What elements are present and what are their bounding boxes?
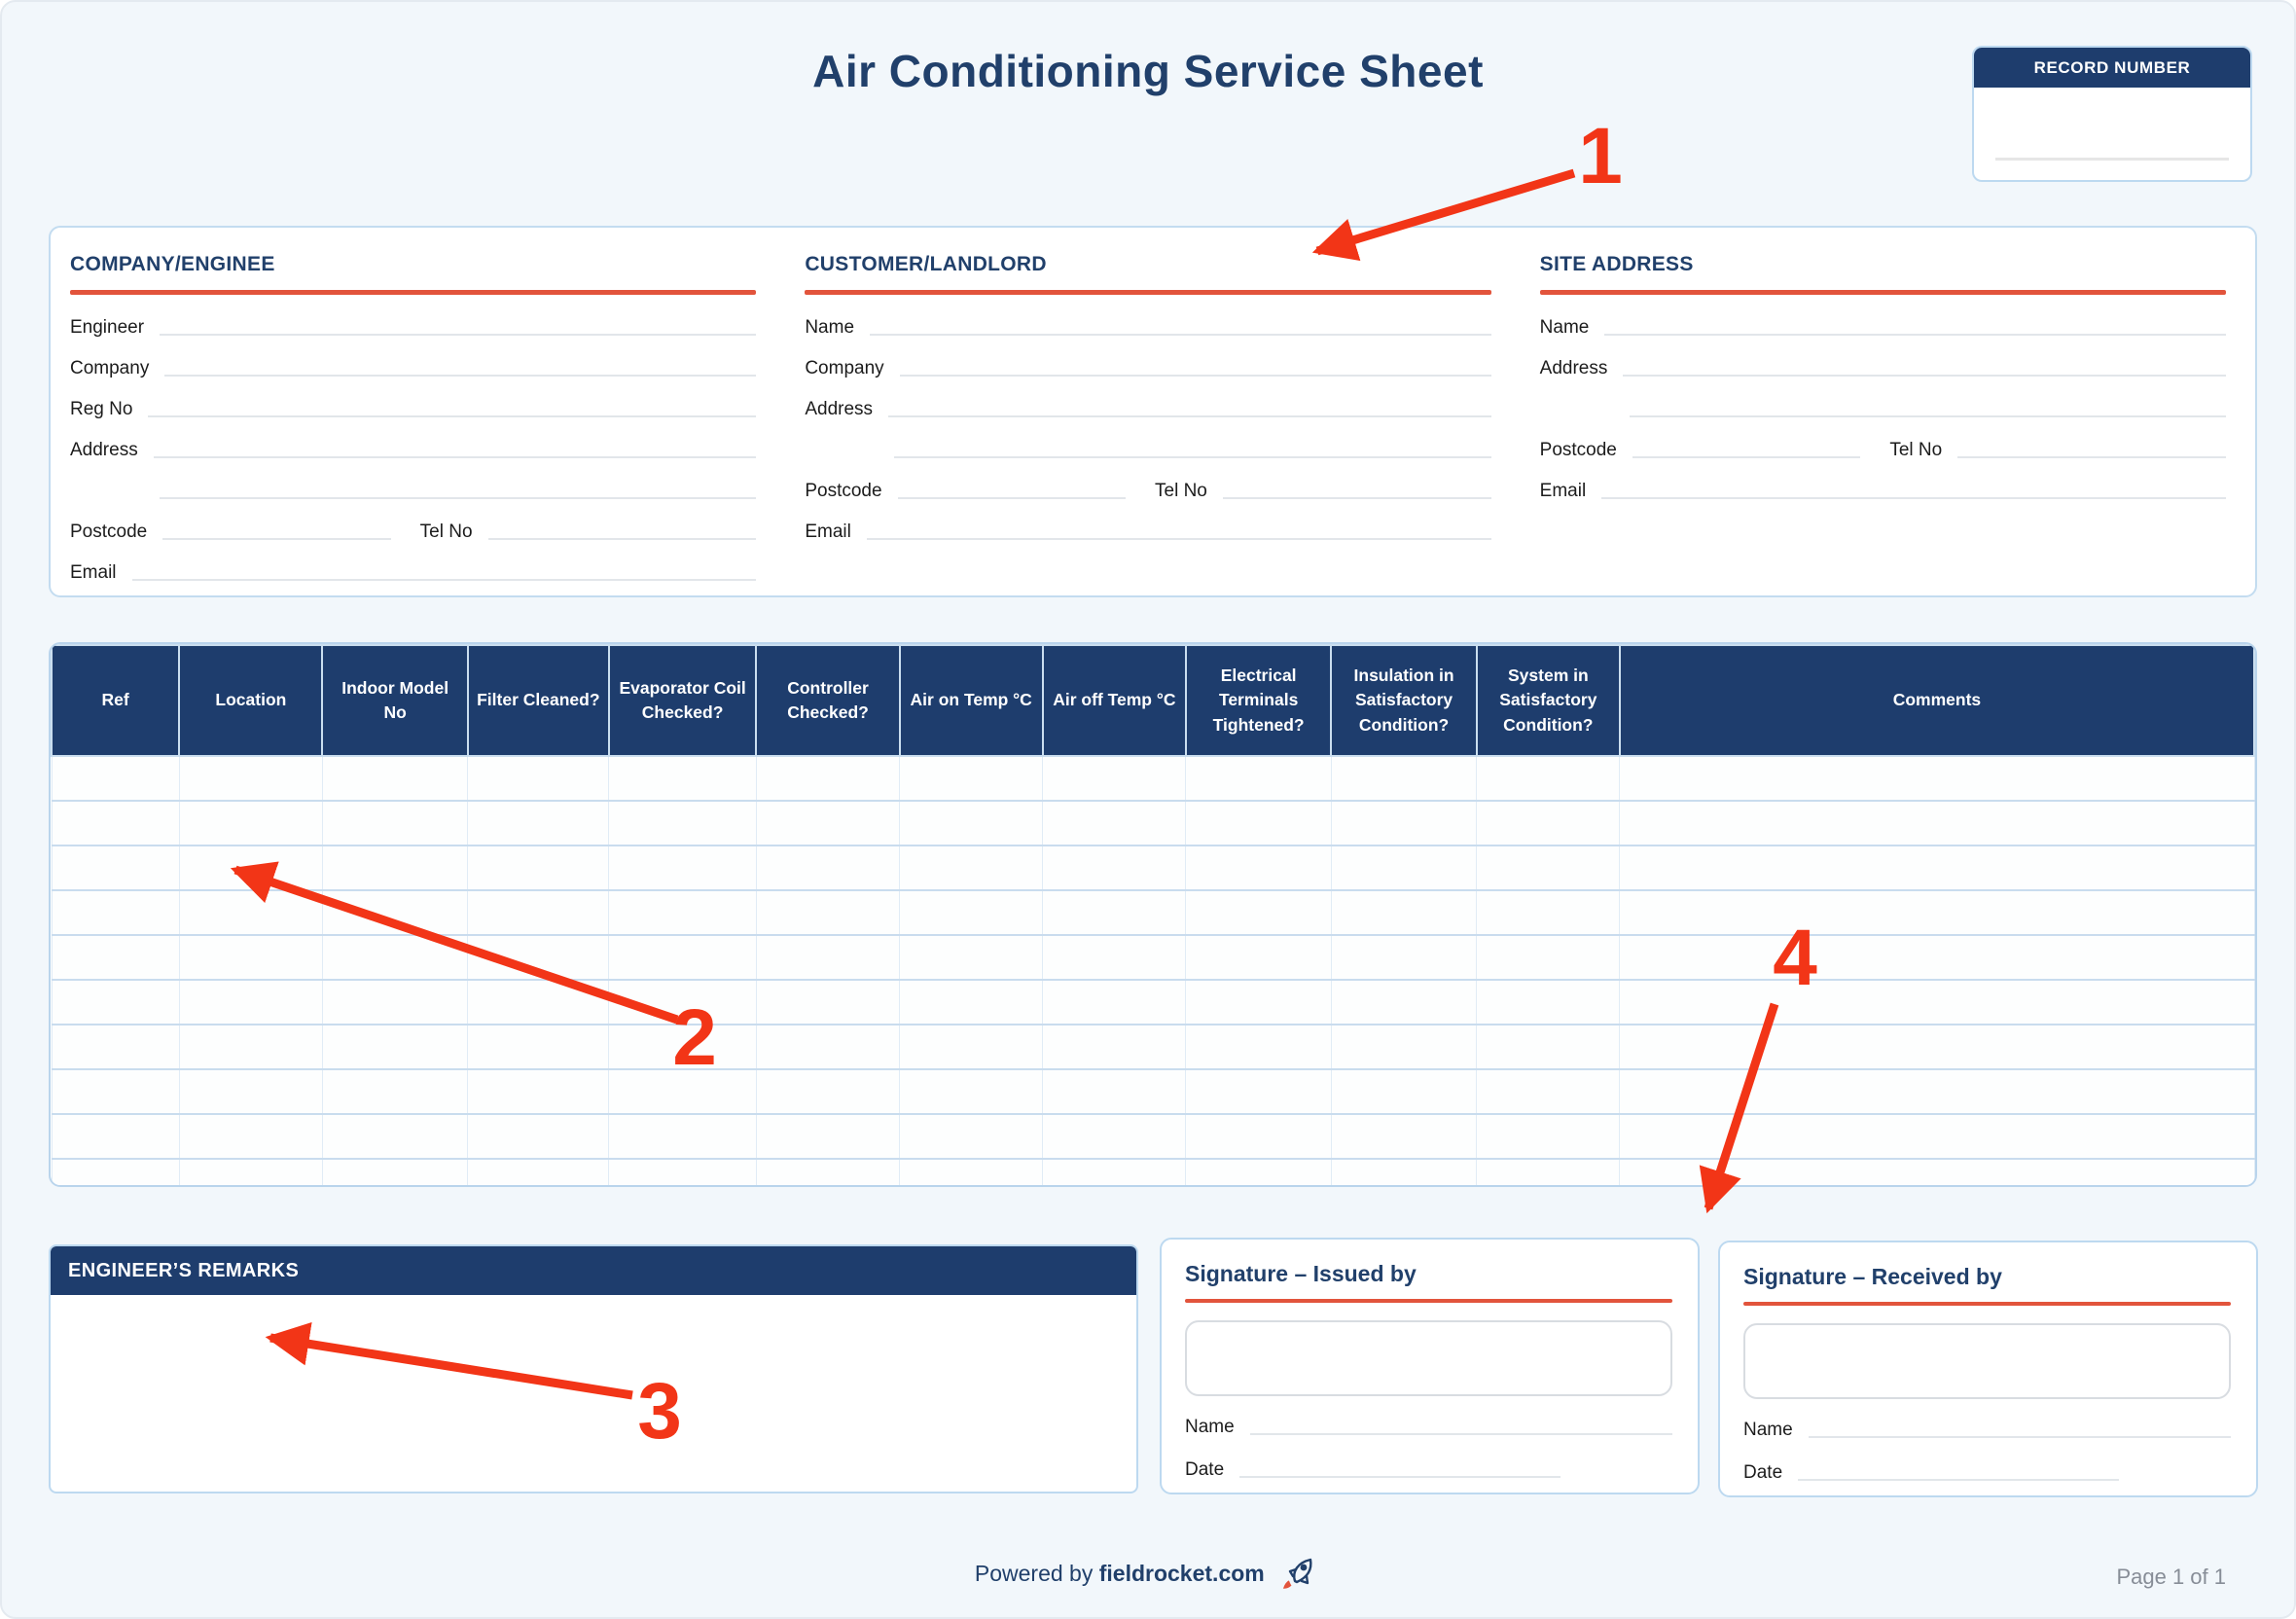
section-heading: SITE ADDRESS [1539, 253, 1694, 275]
table-cell [756, 890, 899, 935]
table-cell [1186, 935, 1331, 980]
signature-issued-box [1185, 1320, 1672, 1396]
table-cell [468, 801, 609, 845]
column-header-electrical-terminals: Electrical Terminals Tightened? [1186, 645, 1331, 756]
address-field-line2 [894, 456, 1490, 458]
field-label: Company [70, 358, 150, 378]
table-cell [609, 1159, 757, 1187]
table-cell [609, 1025, 757, 1069]
accent-bar [1185, 1299, 1672, 1303]
table-cell [1186, 1069, 1331, 1114]
table-cell [52, 801, 179, 845]
table-cell [900, 1159, 1043, 1187]
table-cell [1043, 801, 1186, 845]
table-cell [1331, 1159, 1476, 1187]
table-cell [1331, 1025, 1476, 1069]
table-cell [322, 1069, 467, 1114]
table-cell [900, 756, 1043, 801]
table-cell [468, 980, 609, 1025]
table-cell [1477, 1069, 1620, 1114]
table-cell [900, 890, 1043, 935]
table-cell [1186, 890, 1331, 935]
table-cell [900, 801, 1043, 845]
page-title: Air Conditioning Service Sheet [812, 46, 1484, 96]
field-label: Postcode [805, 481, 882, 501]
column-header-insulation-condition: Insulation in Satisfactory Condition? [1331, 645, 1476, 756]
annotation-label-3: 3 [637, 1367, 682, 1456]
address-field-line2 [160, 497, 756, 499]
table-cell [1620, 1114, 2254, 1159]
page-indicator: Page 1 of 1 [2116, 1565, 2226, 1589]
table-cell [322, 801, 467, 845]
table-cell [322, 1114, 467, 1159]
engineer-field [160, 334, 756, 336]
table-cell [322, 845, 467, 890]
company-field [164, 375, 756, 377]
engineers-remarks-heading: ENGINEER’S REMARKS [51, 1246, 1136, 1295]
issued-date-field [1239, 1476, 1561, 1478]
table-row [52, 756, 2254, 801]
table-cell [900, 1069, 1043, 1114]
table-cell [900, 1114, 1043, 1159]
table-cell [52, 935, 179, 980]
table-cell [1186, 980, 1331, 1025]
annotation-label-1: 1 [1578, 112, 1623, 200]
field-label: Address [1539, 358, 1608, 378]
name-field [1604, 334, 2226, 336]
table-cell [609, 890, 757, 935]
table-cell [52, 1025, 179, 1069]
table-cell [1043, 1069, 1186, 1114]
table-cell [1043, 1159, 1186, 1187]
service-table [49, 642, 2257, 1187]
table-cell [1186, 1025, 1331, 1069]
table-cell [1477, 935, 1620, 980]
table-cell [52, 1069, 179, 1114]
tel-no-field [1223, 497, 1491, 499]
signature-issued-heading: Signature – Issued by [1185, 1261, 1417, 1286]
table-cell [1620, 980, 2254, 1025]
field-label: Tel No [419, 522, 473, 542]
field-label: Email [70, 562, 117, 583]
table-cell [52, 1159, 179, 1187]
table-cell [609, 756, 757, 801]
engineers-remarks-area [51, 1295, 1136, 1493]
address-field [154, 456, 757, 458]
table-cell [468, 890, 609, 935]
field-label: Address [805, 399, 874, 419]
table-cell [322, 1159, 467, 1187]
column-header-filter-cleaned: Filter Cleaned? [468, 645, 609, 756]
accent-bar [805, 290, 1490, 295]
table-cell [1620, 935, 2254, 980]
field-label: Name [1539, 317, 1590, 338]
field-label: Address [70, 440, 138, 460]
section-company-engineer [51, 253, 785, 595]
table-cell [1331, 845, 1476, 890]
table-cell [1620, 890, 2254, 935]
email-field [132, 579, 757, 581]
table-cell [1043, 935, 1186, 980]
table-row [52, 801, 2254, 845]
table-cell [179, 845, 322, 890]
table-cell [756, 845, 899, 890]
received-name-field [1809, 1436, 2231, 1438]
table-cell [1331, 1114, 1476, 1159]
table-cell [900, 935, 1043, 980]
table-cell [1477, 980, 1620, 1025]
table-cell [1620, 1069, 2254, 1114]
table-cell [1477, 1025, 1620, 1069]
table-cell [52, 756, 179, 801]
table-cell [609, 935, 757, 980]
table-cell [1186, 801, 1331, 845]
column-header-indoor-model: Indoor Model No [322, 645, 467, 756]
fieldrocket-link[interactable]: fieldrocket.com [1098, 1561, 1265, 1587]
table-cell [468, 756, 609, 801]
issued-name-field [1250, 1433, 1672, 1435]
column-header-system-condition: System in Satisfactory Condition? [1477, 645, 1620, 756]
table-cell [609, 1069, 757, 1114]
table-cell [756, 1159, 899, 1187]
table-cell [179, 1114, 322, 1159]
field-label: Name [805, 317, 855, 338]
tel-no-field [1957, 456, 2226, 458]
field-label: Company [805, 358, 884, 378]
table-cell [1331, 1069, 1476, 1114]
table-cell [1331, 980, 1476, 1025]
section-customer-landlord [785, 253, 1520, 595]
table-cell [756, 756, 899, 801]
table-cell [900, 845, 1043, 890]
table-cell [756, 980, 899, 1025]
table-cell [609, 845, 757, 890]
table-cell [179, 756, 322, 801]
field-label: Postcode [1539, 440, 1617, 460]
section-heading: CUSTOMER/LANDLORD [805, 253, 1047, 275]
table-cell [52, 1114, 179, 1159]
table-cell [179, 980, 322, 1025]
column-header-air-off-temp: Air off Temp °C [1043, 645, 1186, 756]
table-row [52, 1114, 2254, 1159]
table-row [52, 935, 2254, 980]
table-cell [1477, 1159, 1620, 1187]
info-card [49, 226, 2257, 597]
table-cell [179, 935, 322, 980]
table-cell [1043, 845, 1186, 890]
field-label: Postcode [70, 522, 148, 542]
table-cell [179, 890, 322, 935]
table-cell [322, 756, 467, 801]
table-body [52, 756, 2254, 1187]
table-cell [1477, 801, 1620, 845]
table-cell [322, 980, 467, 1025]
company-field [900, 375, 1491, 377]
field-label: Name [1743, 1420, 1793, 1440]
table-cell [468, 1025, 609, 1069]
table-cell [179, 801, 322, 845]
table-cell [900, 980, 1043, 1025]
table-cell [1043, 890, 1186, 935]
table-cell [468, 1114, 609, 1159]
column-header-location: Location [179, 645, 322, 756]
section-site-address [1521, 253, 2255, 595]
annotation-label-4: 4 [1773, 914, 1817, 1002]
section-heading: COMPANY/ENGINEE [70, 253, 275, 275]
table-cell [1477, 890, 1620, 935]
table-cell [468, 1159, 609, 1187]
table-cell [1043, 756, 1186, 801]
footer [2, 1557, 2294, 1594]
field-label: Engineer [70, 317, 145, 338]
table-cell [179, 1159, 322, 1187]
signature-issued-card [1160, 1238, 1700, 1494]
table-cell [1477, 756, 1620, 801]
column-header-comments: Comments [1620, 645, 2254, 756]
field-label: Email [805, 522, 851, 542]
table-cell [468, 1069, 609, 1114]
table-cell [468, 935, 609, 980]
email-field [867, 538, 1491, 540]
table-cell [179, 1025, 322, 1069]
table-cell [756, 1069, 899, 1114]
table-cell [1331, 756, 1476, 801]
table-row [52, 845, 2254, 890]
name-field [870, 334, 1491, 336]
field-label: Date [1743, 1462, 1783, 1483]
email-field [1601, 497, 2226, 499]
annotation-label-2: 2 [672, 993, 717, 1082]
record-number-box [1972, 46, 2252, 182]
table-cell [1331, 890, 1476, 935]
table-row [52, 1025, 2254, 1069]
table-cell [609, 980, 757, 1025]
table-cell [52, 980, 179, 1025]
accent-bar [1743, 1302, 2231, 1306]
field-label: Date [1185, 1459, 1225, 1480]
table-cell [1186, 845, 1331, 890]
record-number-field [1995, 158, 2229, 161]
accent-bar [1540, 290, 2226, 295]
table-cell [468, 845, 609, 890]
table-cell [1477, 845, 1620, 890]
signature-received-heading: Signature – Received by [1743, 1264, 2002, 1289]
rocket-icon [1280, 1555, 1321, 1592]
tel-no-field [488, 538, 757, 540]
table-cell [1043, 1114, 1186, 1159]
table-cell [1186, 1159, 1331, 1187]
field-label: Tel No [1155, 481, 1207, 501]
table-cell [322, 890, 467, 935]
field-label: Reg No [70, 399, 133, 419]
table-cell [756, 1025, 899, 1069]
table-row [52, 980, 2254, 1025]
postcode-field [898, 497, 1126, 499]
table-cell [609, 801, 757, 845]
table-row [52, 1159, 2254, 1187]
table-cell [1043, 980, 1186, 1025]
table-cell [756, 801, 899, 845]
table-cell [1477, 1114, 1620, 1159]
table-cell [1186, 1114, 1331, 1159]
table-cell [52, 845, 179, 890]
table-row [52, 1069, 2254, 1114]
address-field [1623, 375, 2226, 377]
reg-no-field [148, 415, 756, 417]
table-cell [179, 1069, 322, 1114]
field-label: Email [1539, 481, 1587, 501]
table-cell [1620, 845, 2254, 890]
table-cell [322, 1025, 467, 1069]
postcode-field [1632, 456, 1860, 458]
signature-received-card [1718, 1241, 2258, 1497]
table-cell [900, 1025, 1043, 1069]
engineers-remarks-card [49, 1244, 1138, 1493]
address-field [888, 415, 1491, 417]
table-cell [52, 890, 179, 935]
table-header [52, 645, 2254, 756]
table-cell [322, 935, 467, 980]
column-header-controller-checked: Controller Checked? [756, 645, 899, 756]
table-cell [609, 1114, 757, 1159]
accent-bar [70, 290, 756, 295]
table-cell [1331, 935, 1476, 980]
column-header-ref: Ref [52, 645, 179, 756]
table-cell [1620, 801, 2254, 845]
table-cell [756, 935, 899, 980]
table-row [52, 890, 2254, 935]
postcode-field [162, 538, 390, 540]
table-cell [1331, 801, 1476, 845]
column-header-air-on-temp: Air on Temp °C [900, 645, 1043, 756]
table-cell [1620, 1025, 2254, 1069]
record-number-label: RECORD NUMBER [1974, 48, 2250, 88]
received-date-field [1798, 1479, 2119, 1481]
signature-received-box [1743, 1323, 2231, 1399]
table-cell [1620, 756, 2254, 801]
field-label: Tel No [1889, 440, 1943, 460]
address-field-line2 [1630, 415, 2226, 417]
table-cell [1043, 1025, 1186, 1069]
field-label: Name [1185, 1417, 1235, 1437]
table-cell [1186, 756, 1331, 801]
column-header-evaporator-coil: Evaporator Coil Checked? [609, 645, 757, 756]
powered-by-text: Powered by [974, 1561, 1094, 1587]
table-cell [1620, 1159, 2254, 1187]
table-cell [756, 1114, 899, 1159]
